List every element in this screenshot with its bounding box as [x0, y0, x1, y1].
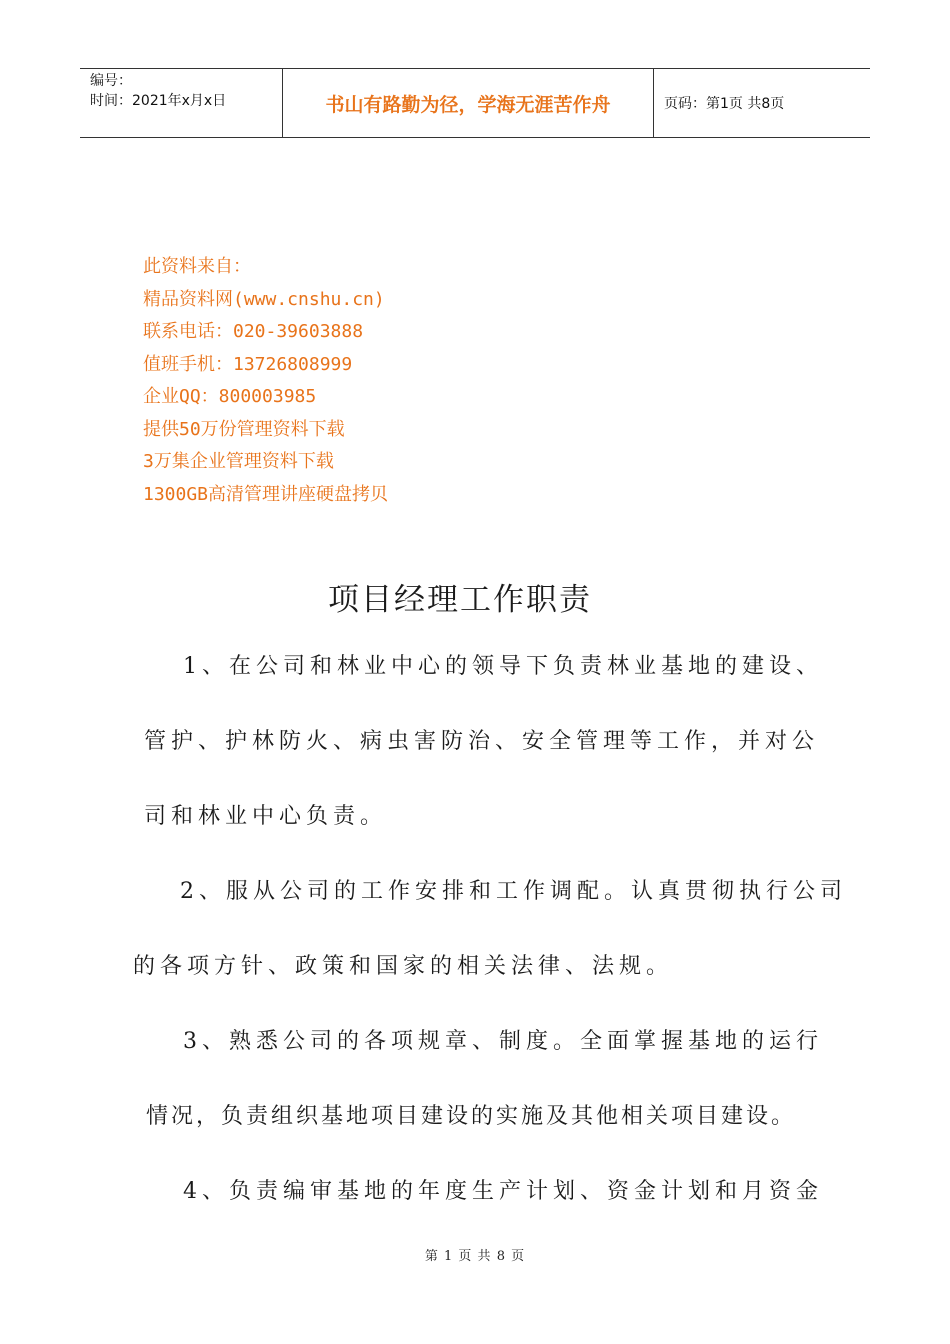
body-line: 管护、护林防火、病虫害防治、安全管理等工作，并对公: [144, 729, 820, 754]
header-meta: [80, 69, 282, 137]
body-line: 的各项方针、政策和国家的相关法律、法规。: [133, 954, 674, 979]
body-line: 情况，负责组织基地项目建设的实施及其他相关项目建设。: [146, 1104, 797, 1129]
source-line-offer-2: 3万集企业管理资料下载: [143, 451, 334, 472]
source-line-qq: 企业QQ：800003985: [143, 386, 317, 407]
source-line-phone: 联系电话：020-39603888: [143, 321, 364, 342]
body-line: 司和林业中心负责。: [144, 804, 388, 829]
document-date-label: 时间：2021年x月x日: [90, 93, 227, 109]
header-motto: 书山有路勤为径，学海无涯苦作舟: [282, 69, 654, 137]
source-line-intro: 此资料来自：: [143, 256, 251, 277]
body-line: 4、负责编审基地的年度生产计划、资金计划和月资金: [183, 1179, 823, 1204]
document-title: 项目经理工作职责: [328, 582, 592, 618]
body-line: 1、在公司和林业中心的领导下负责林业基地的建设、: [183, 654, 823, 679]
page-header: [80, 68, 870, 138]
body-line: 3、熟悉公司的各项规章、制度。全面掌握基地的运行: [183, 1029, 823, 1054]
source-line-mobile: 值班手机：13726808999: [143, 353, 353, 375]
page-footer: 第 1 页 共 8 页: [424, 1249, 526, 1264]
document-number-label: 编号：: [90, 73, 132, 89]
source-info-block: [143, 251, 643, 511]
document-body: [133, 638, 847, 1238]
source-line-website: 精品资料网(www.cnshu.cn): [143, 288, 385, 310]
body-line: 2、服从公司的工作安排和工作调配。认真贯彻执行公司: [180, 879, 847, 904]
header-page-info: 页码：第1页 共8页: [664, 96, 785, 112]
source-line-offer-3: 1300GB高清管理讲座硬盘拷贝: [143, 483, 389, 505]
source-line-offer-1: 提供50万份管理资料下载: [143, 418, 345, 440]
